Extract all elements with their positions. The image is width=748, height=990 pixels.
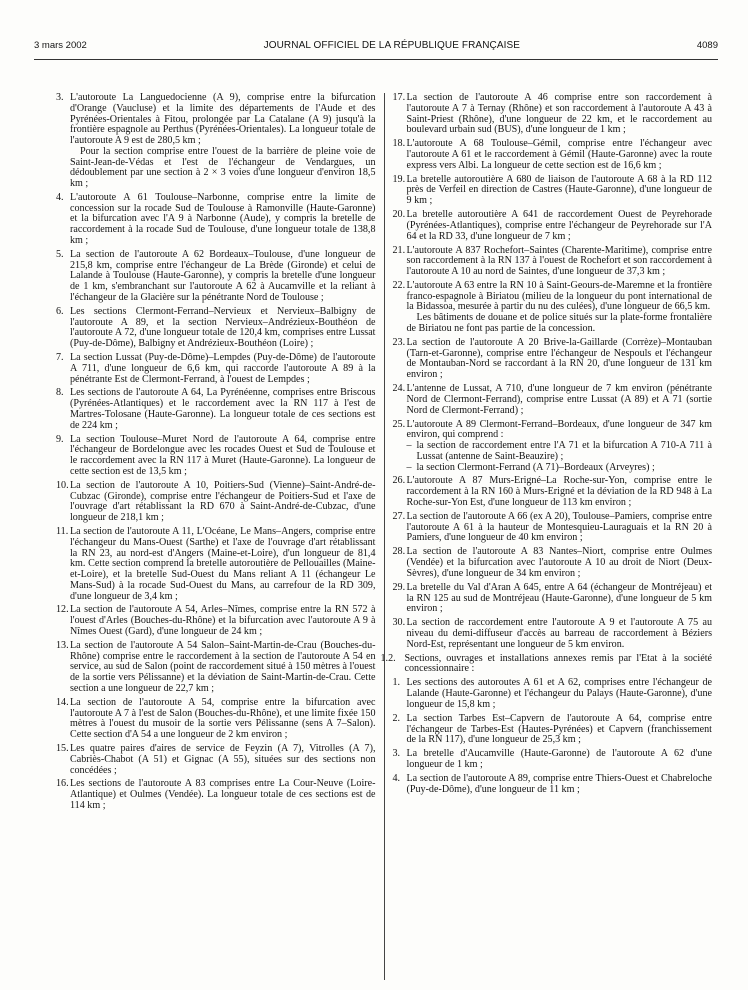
list-item bbox=[393, 384, 713, 416]
item-paragraph: La section de l'autoroute A 54 Salon–Saint-Martin-de-Crau (Bouches-du-Rhône) comprise entre le raccordement à la section de l'autoroute A 54 en service, au sud de Salon (point de raccordement situé à 150 mètres à l'ouest de la sortie vers Pélissanne) et la déviation de Saint-Martin-de-Crau. Cette section a une longueur de 22,7 km ; bbox=[70, 639, 376, 694]
item-body bbox=[70, 250, 376, 304]
item-paragraph: La bretelle autoroutière A 641 de raccordement Ouest de Peyrehorade (Pyrénées-Atlantiques), comprise entre l'échangeur de Peyrehorade sur l'A 64 et la RD 33, d'une longueur de 7 km ; bbox=[406, 209, 712, 242]
list-item bbox=[56, 307, 376, 350]
header-rule bbox=[34, 59, 718, 60]
list-item bbox=[393, 420, 713, 474]
list-item bbox=[56, 698, 376, 741]
item-body bbox=[407, 139, 713, 171]
item-number: 29. bbox=[392, 581, 406, 593]
list-item bbox=[56, 435, 376, 478]
item-number: 27. bbox=[392, 510, 406, 522]
list-item bbox=[393, 338, 713, 381]
list-item bbox=[56, 388, 376, 431]
list-item bbox=[56, 353, 376, 385]
item-body bbox=[407, 281, 713, 335]
item-number: 10. bbox=[56, 479, 69, 491]
right-item-list bbox=[393, 93, 713, 650]
item-number: 25. bbox=[392, 418, 406, 430]
item-body bbox=[70, 388, 376, 431]
list-item bbox=[393, 774, 713, 796]
item-body bbox=[407, 338, 713, 381]
item-number: 3. bbox=[392, 748, 401, 760]
item-body bbox=[407, 618, 713, 650]
item-number: 17. bbox=[392, 92, 406, 103]
item-body bbox=[70, 307, 376, 350]
list-item bbox=[393, 714, 713, 746]
text-columns bbox=[56, 93, 712, 980]
item-body bbox=[70, 93, 376, 190]
list-item bbox=[393, 583, 713, 615]
list-item bbox=[393, 93, 713, 136]
item-paragraph: Les sections Clermont-Ferrand–Nervieux et Nervieux–Balbigny de l'autoroute A 89, et la section Nervieux–Andrézieux-Bouthéon de l'autoroute A 72, d'une longueur totale de 120,4 km, comprises entre Lussat (Puy-de-Dôme), Balbigny et Andrézieux-Bouthéon (Loire) ; bbox=[70, 305, 376, 350]
item-paragraph: L'autoroute A 837 Rochefort–Saintes (Charente-Maritime), comprise entre son raccordement à la RN 137 à l'ouest de Rochefort et son raccordement à l'autoroute A 10 au nord de Saintes, d'une longueur de 37,3 km ; bbox=[406, 244, 712, 277]
list-item bbox=[56, 250, 376, 304]
item-paragraph: L'autoroute A 68 Toulouse–Gémil, comprise entre l'échangeur avec l'autoroute A 61 et le raccordement à Gémil (Haute-Garonne) avec la route express vers Albi. La longueur de cette section est de 16,6 km ; bbox=[406, 138, 712, 171]
sub-item-text: la section Clermont-Ferrand (A 71)–Bordeaux (Arveyres) ; bbox=[416, 461, 655, 473]
item-paragraph: La section de l'autoroute A 46 comprise entre son raccordement à l'autoroute A 7 à Ternay (Rhône) et son raccordement à l'autoroute A 43 à Saint-Priest (Rhône), d'une longueur de 22 km, et le raccordement au boulevard urbain sud (BUS), d'une longueur de 1 km ; bbox=[406, 92, 712, 136]
item-paragraph: La section de l'autoroute A 66 (ex A 20), Toulouse–Pamiers, comprise entre l'autoroute A 61 à la hauteur de Montesquieu-Lauraguais et la RN 20 à Pamiers, d'une longueur de 40 km environ ; bbox=[406, 510, 712, 544]
section-text: Sections, ouvrages et installations annexes remis par l'Etat à la société concessionnaire : bbox=[404, 652, 712, 675]
item-body bbox=[70, 779, 376, 811]
item-body bbox=[70, 698, 376, 741]
item-number: 21. bbox=[392, 244, 406, 256]
item-number: 30. bbox=[392, 617, 406, 629]
list-item bbox=[393, 749, 713, 771]
dash-marker: – bbox=[406, 461, 412, 473]
item-paragraph: La section de l'autoroute A 11, L'Océane, Le Mans–Angers, comprise entre l'échangeur du Mans-Ouest (Sarthe) et l'axe de l'ouvrage d'art rétablissant la RN 23, au nord-est d'Angers (Maine-et-Loire), d'un longueur de 81,4 km. Cette section comprend la bretelle autoroutière de Pellouailles (Maine-et-Loire), et la bretelle Sud-Ouest du Mans reliant A 11 (échangeur Le Mans-Sud) à la rocade Sud-Ouest du Mans, au carrefour de la RD 309, d'une longueur de 3,4 km ; bbox=[70, 526, 376, 602]
item-number: 16. bbox=[56, 778, 69, 790]
list-item bbox=[56, 481, 376, 524]
item-number: 3. bbox=[56, 92, 64, 103]
item-body bbox=[70, 435, 376, 478]
sub-item-text: la section de raccordement entre l'A 71 et la bifurcation A 710-A 711 à Lussat (antenne de Saint-Beauzire) ; bbox=[416, 440, 712, 462]
item-paragraph: La section de l'autoroute A 54, Arles–Nîmes, comprise entre la RN 572 à l'ouest d'Arles (Bouches-du-Rhône) et la bifurcation avec l'autoroute A 9 à Nîmes Ouest (Gard), d'une longueur de 24 km ; bbox=[70, 604, 376, 637]
item-body bbox=[407, 678, 713, 710]
list-item bbox=[56, 93, 376, 190]
item-number: 4. bbox=[392, 772, 401, 784]
item-number: 13. bbox=[56, 639, 69, 651]
sub-item bbox=[407, 463, 713, 474]
item-body bbox=[407, 476, 713, 508]
item-body bbox=[70, 527, 376, 602]
item-paragraph: Les sections de l'autoroute A 83 comprises entre La Cour-Neuve (Loire-Atlantique) et Oulmes (Vendée). La longueur totale de ces sections est de 114 km ; bbox=[70, 778, 376, 811]
item-body bbox=[70, 353, 376, 385]
list-item bbox=[393, 281, 713, 335]
list-item bbox=[56, 193, 376, 247]
left-column bbox=[56, 93, 384, 980]
item-body bbox=[407, 420, 713, 474]
item-number: 5. bbox=[56, 248, 64, 260]
list-item bbox=[393, 210, 713, 242]
list-item bbox=[393, 618, 713, 650]
item-paragraph: La section de l'autoroute A 62 Bordeaux–Toulouse, d'une longueur de 215,8 km, comprise entre l'échangeur de La Brède (Gironde) et celui de Lalande à Toulouse (Haute-Garonne), y compris la bretelle d'une longueur de 1 km, s'embranchant sur l'autoroute A 62 à Aucamville et la reliant à l'échangeur de la Glacière sur la pénétrante Nord de Toulouse ; bbox=[70, 248, 376, 303]
item-paragraph: L'autoroute A 87 Murs-Erigné–La Roche-sur-Yon, comprise entre le raccordement à la RN 160 à Murs-Erigné et la déviation de la RD 948 à La Roche-sur-Yon Est, d'une longueur de 113 km environ ; bbox=[406, 475, 712, 508]
item-paragraph: La section de l'autoroute A 89, comprise entre Thiers-Ouest et Chabreloche (Puy-de-Dôme), d'une longueur de 11 km ; bbox=[406, 772, 712, 795]
item-paragraph: La section de l'autoroute A 20 Brive-la-Gaillarde (Corrèze)–Montauban (Tarn-et-Garonne), comprise entre l'échangeur de Nespouls et l'échangeur de Montauban-Nord se raccordant à la RN 20, d'une longueur de 131 km environ ; bbox=[406, 336, 712, 381]
item-paragraph: La bretelle du Val d'Aran A 645, entre A 64 (échangeur de Montréjeau) et la RN 125 au sud de Montréjeau (Haute-Garonne), d'une longueur de 5 km environ ; bbox=[406, 581, 712, 615]
item-number: 12. bbox=[56, 604, 69, 616]
item-number: 2. bbox=[392, 712, 401, 724]
item-paragraph: Pour la section comprise entre l'ouest de la barrière de pleine voie de Saint-Jean-de-Védas et l'est de l'échangeur de Vendargues, un dédoublement par une section à 2 × 3 voies d'une longueur d'environ 18,5 km ; bbox=[70, 145, 376, 189]
item-paragraph: La section de raccordement entre l'autoroute A 9 et l'autoroute A 75 au niveau du demi-diffuseur d'accès au barreau de raccordement à Béziers Nord-Est, représentant une longueur de 5 km environ. bbox=[406, 617, 712, 650]
item-number: 22. bbox=[392, 279, 406, 291]
item-paragraph: L'autoroute A 61 Toulouse–Narbonne, comprise entre la limite de concession sur la rocade Sud de Toulouse à Ramonville (Haute-Garonne) et la bifurcation avec l'A 9 à Narbonne (Aude), y compris la bretelle de raccordement à la rocade Sud de Toulouse, d'une longueur totale de 138,8 km ; bbox=[70, 191, 376, 246]
list-item bbox=[56, 605, 376, 637]
item-paragraph: La section de l'autoroute A 54, comprise entre la bifurcation avec l'autoroute A 7 à l'est de Salon (Bouches-du-Rhône), et une limite fixée 150 mètres à l'ouest du musoir de la sortie vers Pélissanne (sens A 7–Salon). Cette section d'A 54 a une longueur de 2 km environ ; bbox=[70, 696, 376, 741]
item-body bbox=[407, 246, 713, 278]
item-paragraph: La section Tarbes Est–Capvern de l'autoroute A 64, comprise entre l'échangeur de Tarbes-Est (Hautes-Pyrénées) et Capvern (franchissement de la RN 117), d'une longueur de 25,3 km ; bbox=[406, 712, 712, 746]
item-number: 8. bbox=[56, 387, 64, 399]
item-number: 1. bbox=[392, 677, 401, 689]
item-number: 24. bbox=[392, 383, 406, 395]
item-paragraph: La section Toulouse–Muret Nord de l'autoroute A 64, comprise entre l'échangeur de Bordelongue avec les rocades Ouest et Sud de Toulouse et le raccordement avec la RN 117 à Muret (Haute-Garonne). La longueur de cette section est de 13,5 km ; bbox=[70, 433, 376, 477]
item-body bbox=[407, 774, 713, 796]
header-date: 3 mars 2002 bbox=[34, 40, 87, 51]
item-paragraph: Les quatre paires d'aires de service de Feyzin (A 7), Vitrolles (A 7), Cabriès-Chabot (A 51) et Gignac (A 55), situées sur des sections non concédées ; bbox=[70, 743, 376, 776]
item-number: 7. bbox=[56, 352, 64, 363]
item-paragraph: L'autoroute La Languedocienne (A 9), comprise entre la bifurcation d'Orange (Vaucluse) et la limite des départements de l'Aude et des Pyrénées-Orientales à Fitou, prolongée par La Catalane (A 9) jusqu'à la frontière espagnole au Perthus (Pyrénées-Orientales). La longueur totale de l'autoroute A 9 est de 280,5 km ; bbox=[70, 92, 376, 146]
item-paragraph: La section Lussat (Puy-de-Dôme)–Lempdes (Puy-de-Dôme) de l'autoroute A 711, d'une longueur de 6,6 km, qui raccorde l'autoroute A 89 à la pénétrante Est de Clermont-Ferrand, à l'ouest de Lempdes ; bbox=[70, 352, 376, 385]
item-body bbox=[407, 714, 713, 746]
item-paragraph: La bretelle d'Aucamville (Haute-Garonne) de l'autoroute A 62 d'une longueur de 1 km ; bbox=[406, 748, 712, 770]
list-item bbox=[393, 512, 713, 544]
item-paragraph: L'autoroute A 63 entre la RN 10 à Saint-Geours-de-Maremne et la frontière franco-espagnole à Biriatou (milieu de la longueur du pont international de la Bidassoa, mesurée à partir du nu des culées), d'une longueur de 66,5 km. bbox=[406, 279, 712, 313]
right-column bbox=[380, 92, 713, 980]
item-paragraph: L'antenne de Lussat, A 710, d'une longueur de 7 km environ (pénétrante Nord de Clermont-Ferrand), comprise entre Lussat (A 89) et A 71 (sortie Nord de Clermont-Ferrand) ; bbox=[406, 383, 712, 416]
list-item bbox=[56, 527, 376, 602]
item-paragraph: Les sections de l'autoroute A 64, La Pyrénéenne, comprises entre Briscous (Pyrénées-Atlantiques) et le raccordement avec la RN 117 à l'est de Martres-Tolosane (Haute-Garonne). La longueur totale de ces sections est de 224 km ; bbox=[70, 387, 376, 431]
list-item bbox=[393, 175, 713, 207]
item-body bbox=[407, 384, 713, 416]
item-number: 19. bbox=[392, 173, 406, 185]
item-number: 26. bbox=[392, 475, 406, 487]
header-title: JOURNAL OFFICIEL DE LA RÉPUBLIQUE FRANÇAISE bbox=[263, 40, 521, 51]
item-body bbox=[407, 210, 713, 242]
section-item-list bbox=[393, 678, 713, 795]
item-body bbox=[70, 605, 376, 637]
item-paragraph: La section de l'autoroute A 83 Nantes–Niort, comprise entre Oulmes (Vendée) et la bifurcation avec l'autoroute A 10 au droit de Niort (Deux-Sèvres), d'une longueur de 34 km environ ; bbox=[406, 546, 712, 579]
item-number: 18. bbox=[392, 138, 406, 150]
item-number: 4. bbox=[56, 191, 64, 203]
sub-item bbox=[407, 441, 713, 463]
item-number: 20. bbox=[392, 209, 406, 221]
item-body bbox=[407, 583, 713, 615]
item-body bbox=[70, 641, 376, 695]
item-paragraph: Les sections des autoroutes A 61 et A 62, comprises entre l'échangeur de Lalande (Haute-Garonne) et l'échangeur du Palays (Haute-Garonne), d'une longueur de 15,8 km ; bbox=[406, 677, 712, 710]
item-body bbox=[407, 749, 713, 771]
item-body bbox=[407, 512, 713, 544]
list-item bbox=[56, 641, 376, 695]
item-number: 23. bbox=[392, 336, 406, 348]
item-body bbox=[70, 481, 376, 524]
header-page-number: 4089 bbox=[696, 40, 718, 51]
item-number: 6. bbox=[56, 305, 64, 317]
item-number: 15. bbox=[56, 743, 69, 754]
item-body bbox=[70, 744, 376, 776]
dash-marker: – bbox=[406, 440, 412, 451]
item-number: 9. bbox=[56, 433, 64, 445]
item-paragraph: L'autoroute A 89 Clermont-Ferrand–Bordeaux, d'une longueur de 347 km environ, qui comprend : bbox=[406, 418, 712, 441]
item-number: 11. bbox=[56, 526, 69, 537]
list-item bbox=[393, 678, 713, 710]
item-body bbox=[407, 175, 713, 207]
section-number: 1.2. bbox=[380, 652, 396, 664]
item-paragraph: La section de l'autoroute A 10, Poitiers-Sud (Vienne)–Saint-André-de-Cubzac (Gironde), comprise entre l'échangeur de Poitiers-Sud et l'axe de l'ouvrage d'art rétablissant la RD 670 à Saint-André-de-Cubzac, d'une longueur de 218,1 km ; bbox=[70, 479, 376, 524]
item-number: 14. bbox=[56, 696, 69, 708]
list-item bbox=[393, 547, 713, 579]
list-item bbox=[56, 744, 376, 776]
list-item bbox=[393, 139, 713, 171]
list-item bbox=[56, 779, 376, 811]
list-item bbox=[393, 246, 713, 278]
item-body bbox=[70, 193, 376, 247]
list-item bbox=[393, 476, 713, 508]
item-body bbox=[407, 93, 713, 136]
item-body bbox=[407, 547, 713, 579]
item-paragraph: Les bâtiments de douane et de police situés sur la plate-forme frontalière de Biriatou ne font pas partie de la concession. bbox=[406, 312, 712, 334]
page-header bbox=[34, 40, 718, 58]
item-number: 28. bbox=[392, 546, 406, 558]
item-paragraph: La bretelle autoroutière A 680 de liaison de l'autoroute A 68 à la RD 112 près de Verfeil en direction de Castres (Haute-Garonne), d'une longueur de 9 km ; bbox=[406, 173, 712, 207]
section-heading-1-2 bbox=[381, 654, 713, 676]
